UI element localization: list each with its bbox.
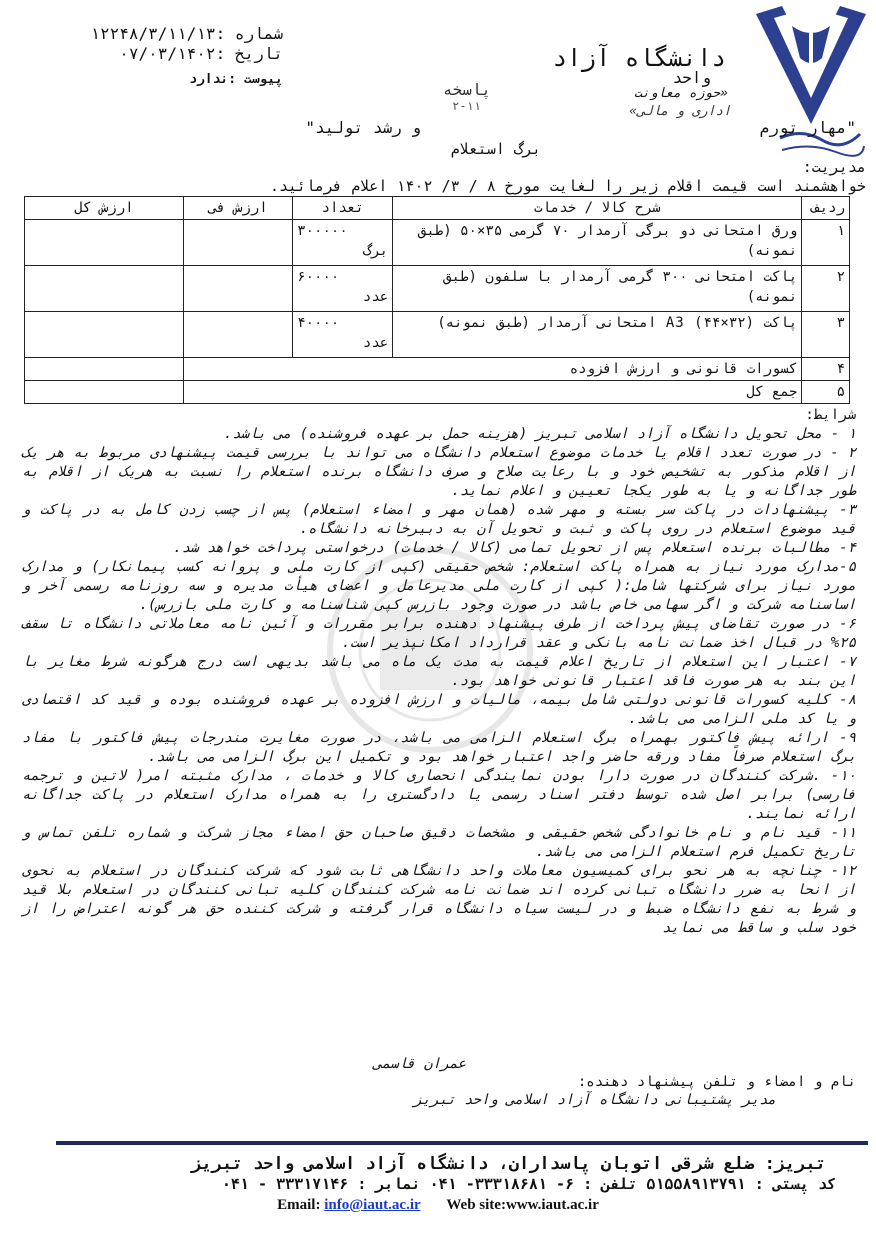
item-description: ورق امتحانی دو برگی آرمدار ۷۰ گرمی ۳۵×۵۰ (طبق نمونه) xyxy=(393,220,802,266)
quantity-unit: عدد xyxy=(362,335,389,351)
quantity-value: ۶۰۰۰۰ xyxy=(297,269,340,285)
total-value-cell xyxy=(25,381,184,404)
date-value: ۰۷/۰۳/۱۴۰۲ xyxy=(119,44,216,63)
condition-item: ۱۰- .شرکت کنندگان در صورت دارا بودن نمایندگی انحصاری کالا و خدمات ، مدارک مثبته امر( لاتین و ترجمه فارسی) برابر اصل شده توسط دفتر اسناد رسمی یا دادگستری را به همراه مدارک استعلام در پاکت جداگانه ارائه نمایند. xyxy=(22,768,856,822)
deductions-label: کسورات قانونی و ارزش افزوده xyxy=(184,358,802,381)
row-number: ۴ xyxy=(802,358,850,381)
conditions-heading: شرایط: xyxy=(805,407,856,423)
condition-item: ۷- اعتبار این استعلام از تاریخ اعلام قیمت به مدت یک ماه می باشد بدیهی است درج هرگونه شرط مغایر با این بند به هر صورت فاقد اعتبار قانونی خواهد بود. xyxy=(22,654,856,689)
quantity-value: ۴۰۰۰۰ xyxy=(297,315,340,331)
unit-label: واحد xyxy=(672,68,711,87)
email-label: Email: xyxy=(277,1197,321,1213)
management-label: مدیریت: xyxy=(802,158,866,176)
email-link[interactable]: info@iaut.ac.ir xyxy=(324,1197,421,1213)
condition-item: ۶- در صورت تقاضای پیش پرداخت از طرف پیشنهاد دهنده برابر مقررات و آئین نامه معاملاتی دانشگاه تا سقف ۲۵% در قبال اخذ ضمانت نامه بانکی و عقد قرارداد امکانپذیر است. xyxy=(22,616,856,651)
conditions-section xyxy=(22,406,856,938)
items-table xyxy=(24,196,850,404)
item-quantity xyxy=(293,312,393,358)
header-row-number: ردیف xyxy=(802,197,850,220)
slogan-right: "مهار تورم xyxy=(759,118,856,137)
university-logo-icon xyxy=(752,6,870,166)
attachment-label: پیوست : xyxy=(228,72,283,87)
unit-price-cell xyxy=(184,266,293,312)
condition-item: ۴- مطالبات برنده استعلام پس از تحویل تمامی (کالا / خدمات) درخواستی پرداخت خواهد شد. xyxy=(173,540,856,556)
condition-item: ۵-مدارک مورد نیاز به همراه پاکت استعلام: شخص حقیقی (کپی از کارت ملی و پروانه کسب پیمانکار) و مدارک مورد نیاز برای شرکتها شامل:( کپی از کارت ملی مدیرعامل و اعضای هیأت مدیره و سه روزنامه رسمی آخر و اساسنامه شرکت و اگر سهامی خاص باشد در صورت وجود بازرس کپی شناسنامه و کارت ملی بازرس). xyxy=(22,559,856,613)
quantity-value: ۳۰۰۰۰۰ xyxy=(297,223,348,239)
row-number: ۱ xyxy=(802,220,850,266)
total-price-cell xyxy=(25,220,184,266)
university-name: دانشگاه آزاد xyxy=(552,44,726,72)
item-quantity xyxy=(293,266,393,312)
form-title: برگ استعلام xyxy=(450,140,541,158)
condition-item: ۸- کلیه کسورات قانونی دولتی شامل بیمه، مالیات و ارزش افزوده بر عهده فروشنده بوده و قید کد اقتصادی و یا کد ملی الزامی می باشد. xyxy=(22,692,856,727)
header-description: شرح کالا / خدمات xyxy=(393,197,802,220)
admin-label: اداری و مالی» xyxy=(629,104,731,119)
footer-address: تبریز: ضلع شرقی اتوبان پاسداران، دانشگاه آزاد اسلامی واحد تبریز xyxy=(191,1154,826,1174)
table-header-row xyxy=(25,197,850,220)
table-row xyxy=(25,220,850,266)
unit-price-cell xyxy=(184,312,293,358)
condition-item: ۱۱- قید نام و نام خانوادگی شخص حقیقی و مشخصات دقیق صاحبان حق امضاء مجاز شرکت و شماره تلفن تماس و تاریخ تکمیل فرم استعلام الزامی می باشد. xyxy=(22,825,856,860)
row-number: ۵ xyxy=(802,381,850,404)
table-row xyxy=(25,266,850,312)
number-value: ۱۲۲۴۸/۳/۱۱/۱۳ xyxy=(90,24,216,43)
deductions-value-cell xyxy=(25,358,184,381)
item-description: پاکت امتحانی ۳۰۰ گرمی آرمدار با سلفون (طبق نمونه) xyxy=(393,266,802,312)
unit-price-cell xyxy=(184,220,293,266)
quantity-unit: برگ xyxy=(362,243,389,259)
condition-item: ۹- ارائه پیش فاکتور بهمراه برگ استعلام الزامی می باشد، در صورت مغایرت مندرجات پیش فاکتور با مفاد برگ استعلام صرفاً مفاد ورقه حاضر واجد اعتبار خواهد بود و تکمیل این برگ الزامی می باشد. xyxy=(22,730,856,765)
website-label: Web site: xyxy=(446,1197,506,1213)
item-quantity xyxy=(293,220,393,266)
quantity-unit: عدد xyxy=(362,289,389,305)
signer-name: عمران قاسمی xyxy=(373,1056,466,1072)
attachment xyxy=(189,72,283,87)
header-total-price: ارزش کل xyxy=(25,197,184,220)
header-quantity: تعداد xyxy=(293,197,393,220)
condition-item: ۲ - در صورت تعدد اقلام یا خدمات موضوع استعلام دانشگاه می تواند با بررسی قیمت پیشنهادی مربوط به هر یک از اقلام مذکور به تشخیص خود و با رعایت صلاح و صرف دانشگاه برنده استعلام را نسبت به هریک از اقلام به طور جداگانه و یا به طور یکجا تعیین و اعلام نماید. xyxy=(22,445,856,499)
website-value: www.iaut.ac.ir xyxy=(505,1197,599,1213)
table-row xyxy=(25,312,850,358)
condition-item: ۳- پیشنهادات در پاکت سر بسته و مهر شده (همان مهر و امضاء استعلام) پس از چسب زدن کامل به در پاکت و قید موضوع استعلام در روی پاکت و ثبت و تحویل آن به دبیرخانه دانشگاه. xyxy=(22,502,856,537)
row-number: ۳ xyxy=(802,312,850,358)
letter-number xyxy=(90,24,283,43)
header-unit-price: ارزش فی xyxy=(184,197,293,220)
date-label: تاریخ : xyxy=(215,44,283,63)
total-label: جمع کل xyxy=(184,381,802,404)
footer-contact: کد پستی : ۵۱۵۵۸۹۱۳۷۹۱ تلفن : ۶- ۳۳۳۱۸۶۸۱- ۰۴۱ نمابر : ۳۳۳۱۷۱۴۶ - ۰۴۱ xyxy=(221,1175,836,1193)
condition-item: ۱ - محل تحویل دانشگاه آزاد اسلامی تبریز (هزینه حمل بر عهده فروشنده) می باشد. xyxy=(223,426,856,442)
footer-web xyxy=(0,1197,876,1214)
slogan-left: و رشد تولید" xyxy=(305,118,421,137)
reply-label: پاسخه xyxy=(442,80,491,99)
total-price-cell xyxy=(25,266,184,312)
proposer-signature-line: نام و امضاء و تلفن پیشنهاد دهنده: xyxy=(577,1074,856,1090)
request-text: خواهشمند است قیمت اقلام زیر را لغایت مورخ ۸ / ۳/ ۱۴۰۲ اعلام فرمائید. xyxy=(269,177,866,195)
reply-number: ۲-۱۱ xyxy=(452,99,481,113)
condition-item: ۱۲- چنانچه به هر نحو برای کمیسیون معاملات واحد دانشگاهی ثابت شود که شرکت کنندگان در استعلام به نحوی از انحا به ضرر دانشگاه تبانی کرده اند ضمانت نامه شرکت کنندگان کلیه تبانی کنندگان در استعلام بلا قید و شرط به نفع دانشگاه ضبط و در لیست سیاه دانشگاه قرار گرفته و شرکت کننده حق هر گونه اعتراض را از خود سلب و ساقط می نماید xyxy=(22,863,856,936)
item-description: پاکت A3 (۴۴×۳۲) امتحانی آرمدار (طبق نمونه) xyxy=(393,312,802,358)
number-label: شماره : xyxy=(215,24,283,43)
total-row xyxy=(25,381,850,404)
signer-title: مدیر پشتیبانی دانشگاه آزاد اسلامی واحد تبریز xyxy=(413,1092,776,1108)
footer-divider xyxy=(56,1141,868,1145)
attachment-value: ندارد xyxy=(189,72,229,87)
total-price-cell xyxy=(25,312,184,358)
letter-date xyxy=(119,44,283,63)
deputy-label: «حوزه معاونت xyxy=(634,86,728,101)
row-number: ۲ xyxy=(802,266,850,312)
deductions-row xyxy=(25,358,850,381)
